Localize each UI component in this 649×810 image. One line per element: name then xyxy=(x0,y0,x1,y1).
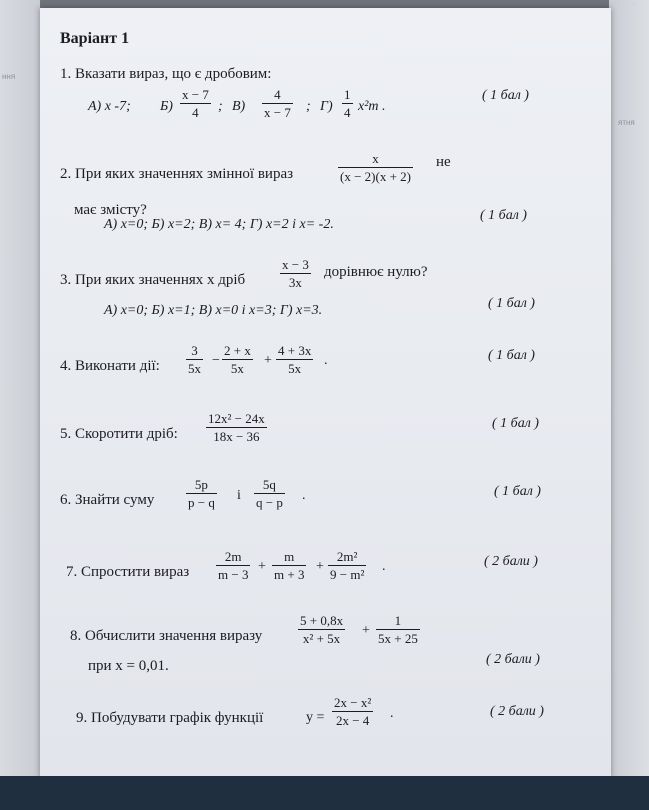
q6-f1-numerator: 5p xyxy=(194,477,208,492)
q2-points: ( 1 бал ) xyxy=(480,208,527,223)
q9-denominator: 2x − 4 xyxy=(332,711,373,727)
question-5-text: 5. Скоротити дріб: xyxy=(60,426,178,442)
question-6-text: 6. Знайти суму xyxy=(60,492,155,508)
corner-edge-text: ч а xyxy=(625,0,636,9)
q2-denominator: (x − 2)(x + 2) xyxy=(340,169,411,184)
q6-and: і xyxy=(237,488,241,503)
q8-f2-denominator: 5x + 25 xyxy=(378,631,418,646)
background-left-page xyxy=(0,0,40,790)
q1-option-g-fraction xyxy=(342,88,353,119)
q4-f2-numerator: 2 + x xyxy=(224,343,251,358)
q1-option-v-fraction xyxy=(262,88,293,119)
right-edge-text: ятня xyxy=(618,118,635,127)
q7-plus-1: + xyxy=(258,559,266,574)
q6-fraction-2 xyxy=(254,478,285,509)
q6-f2-denominator: q − p xyxy=(256,495,283,510)
q7-f1-denominator: m − 3 xyxy=(218,567,249,582)
q1-g-denominator: 4 xyxy=(344,105,351,120)
bottom-dark-bar xyxy=(0,776,649,810)
q7-fraction-3 xyxy=(328,550,366,581)
q4-f3-denominator: 5x xyxy=(276,359,313,375)
question-1-text: 1. Вказати вираз, що є дробовим: xyxy=(60,66,272,82)
q6-end: . xyxy=(302,488,306,503)
q7-f3-denominator: 9 − m² xyxy=(330,567,365,582)
q1-v-numerator: 4 xyxy=(274,87,281,102)
q2-fraction xyxy=(338,152,413,183)
q1-b-denominator: 4 xyxy=(180,103,211,119)
question-9-text: 9. Побудувати графік функції xyxy=(76,710,264,726)
q8-plus: + xyxy=(362,623,370,638)
q3-answers: А) x=0; Б) x=1; В) x=0 і x=3; Г) x=3. xyxy=(104,303,323,318)
q7-fraction-1 xyxy=(216,550,250,581)
q4-f3-numerator: 4 + 3x xyxy=(278,343,312,358)
q6-f2-numerator: 5q xyxy=(262,477,276,492)
q1-v-separator: ; xyxy=(306,99,311,114)
q5-points: ( 1 бал ) xyxy=(492,416,539,431)
q2-line2: має змісту? xyxy=(74,202,147,218)
q8-f1-numerator: 5 + 0,8x xyxy=(300,613,344,628)
q7-plus-2: + xyxy=(316,559,324,574)
question-4-text: 4. Виконати дії: xyxy=(60,358,160,374)
q3-denominator: 3x xyxy=(280,273,311,289)
q9-points: ( 2 бали ) xyxy=(490,704,544,719)
q6-f1-denominator: p − q xyxy=(188,495,215,510)
q1-option-b-label: Б) xyxy=(160,99,173,114)
photo-top-edge xyxy=(0,0,649,8)
q7-f2-denominator: m + 3 xyxy=(274,567,305,582)
q4-end: . xyxy=(324,353,328,368)
q5-numerator: 12x² − 24x xyxy=(208,411,265,426)
question-2-text: 2. При яких значеннях змінної вираз xyxy=(60,166,294,182)
q4-f2-denominator: 5x xyxy=(222,359,253,375)
worksheet-page xyxy=(40,8,611,778)
q4-minus: − xyxy=(212,353,220,368)
q2-answers: А) x=0; Б) x=2; В) x= 4; Г) x=2 і x= -2. xyxy=(104,217,334,232)
q8-f2-numerator: 1 xyxy=(394,613,402,628)
question-8-text: 8. Обчислити значення виразу xyxy=(70,628,263,644)
q7-end: . xyxy=(382,559,386,574)
q7-points: ( 2 бали ) xyxy=(484,554,538,569)
variant-title: Варіант 1 xyxy=(60,30,130,47)
q5-denominator: 18x − 36 xyxy=(206,427,267,443)
q9-numerator: 2x − x² xyxy=(334,695,372,710)
q8-fraction-2 xyxy=(376,614,420,645)
q8-points: ( 2 бали ) xyxy=(486,652,540,667)
q4-points: ( 1 бал ) xyxy=(488,348,535,363)
q4-f1-denominator: 5x xyxy=(188,361,201,376)
q9-end: . xyxy=(390,706,394,721)
q7-fraction-2 xyxy=(272,550,306,581)
q6-points: ( 1 бал ) xyxy=(494,484,541,499)
left-edge-text: ння xyxy=(2,72,16,81)
q9-fraction xyxy=(332,696,373,727)
q5-fraction xyxy=(206,412,267,443)
q3-numerator: x − 3 xyxy=(282,257,309,272)
q1-b-separator: ; xyxy=(218,99,223,114)
q4-f1-numerator: 3 xyxy=(191,343,198,358)
q1-points: ( 1 бал ) xyxy=(482,88,529,103)
q1-g-numerator: 1 xyxy=(344,87,351,102)
q2-tail: не xyxy=(436,154,451,170)
q1-option-v-label: В) xyxy=(232,99,246,114)
q3-fraction xyxy=(280,258,311,289)
q8-line2: при x = 0,01. xyxy=(88,658,169,674)
q8-f1-denominator: x² + 5x xyxy=(298,629,345,645)
q7-f2-numerator: m xyxy=(284,549,295,564)
q4-plus: + xyxy=(264,353,272,368)
q8-fraction-1 xyxy=(298,614,345,645)
q7-f3-numerator: 2m² xyxy=(336,549,358,564)
q1-option-b-fraction xyxy=(180,88,211,119)
q9-lhs: y = xyxy=(306,710,325,725)
q6-fraction-1 xyxy=(186,478,217,509)
q1-b-numerator: x − 7 xyxy=(182,87,209,102)
q2-numerator: x xyxy=(372,151,379,166)
q3-tail: дорівнює нулю? xyxy=(324,264,428,280)
q1-v-denominator: x − 7 xyxy=(264,105,291,120)
question-7-text: 7. Спростити вираз xyxy=(66,564,190,580)
q4-fraction-3 xyxy=(276,344,313,375)
q4-fraction-1 xyxy=(186,344,203,375)
q7-f1-numerator: 2m xyxy=(224,549,242,564)
q4-fraction-2 xyxy=(222,344,253,375)
q3-points: ( 1 бал ) xyxy=(488,296,535,311)
q1-option-g-label: Г) xyxy=(320,99,333,114)
q1-option-a: А) x -7; xyxy=(88,99,131,114)
question-3-text: 3. При яких значеннях х дріб xyxy=(60,272,246,288)
q1-g-rest: x²m . xyxy=(358,99,386,114)
